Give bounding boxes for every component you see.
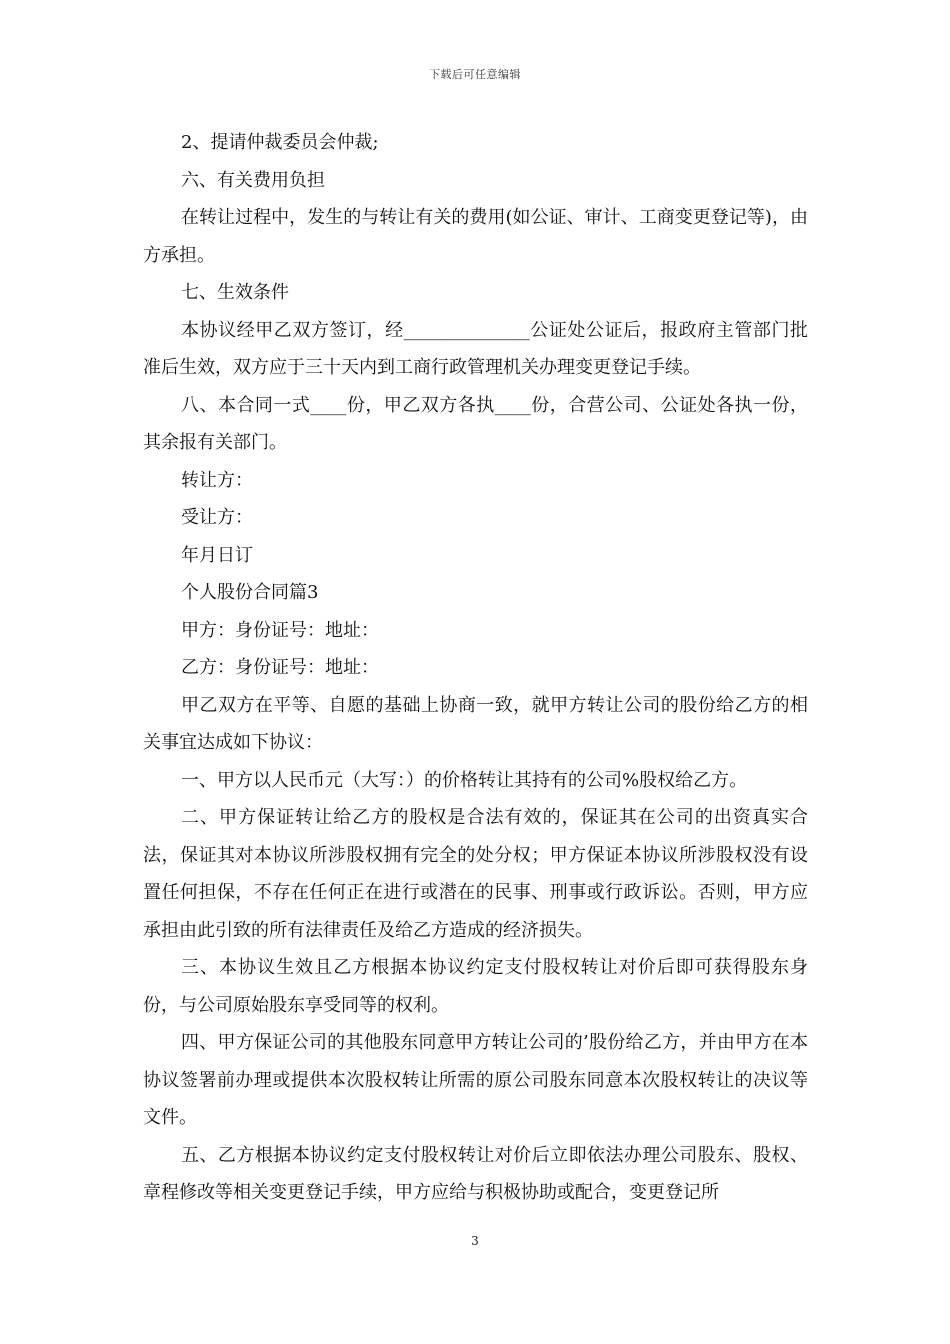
paragraph: 2、提请仲裁委员会仲裁;	[181, 132, 379, 153]
party-b-line: 乙方：身份证号：地址：	[181, 657, 379, 678]
contract-title: 个人股份合同篇3	[181, 582, 319, 603]
page-number: 3	[471, 1234, 479, 1248]
clause: 二、甲方保证转让给乙方的股权是合法有效的，保证其在公司的出资真实合法，保证其对本协议所涉股权拥有完全的处分权；甲方保证本协议所涉股权没有设置任何担保，不存在任何正在进行或潜在的民事、刑事或行政诉讼。否则，甲方应承担由此引致的所有法律责任及给乙方造成的经济损失。	[143, 807, 808, 941]
date-line: 年月日订	[181, 544, 253, 566]
section-heading: 六、有关费用负担	[181, 169, 325, 191]
paragraph: 在转让过程中，发生的与转让有关的费用(如公证、审计、工商变更登记等)，由方承担。	[143, 207, 808, 266]
page-header: 下载后可任意编辑	[429, 68, 521, 81]
paragraph: 八、本合同一式____份，甲乙双方各执____份，合营公司、公证处各执一份，其余报有关部门。	[143, 394, 808, 453]
document-body	[143, 124, 808, 1212]
clause: 四、甲方保证公司的其他股东同意甲方转让公司的’股份给乙方，并由甲方在本协议签署前办理或提供本次股权转让所需的原公司股东同意本次股权转让的决议等文件。	[143, 1032, 808, 1128]
paragraph: 本协议经甲乙双方签订，经______________公证处公证后，报政府主管部门批准后生效，双方应于三十天内到工商行政管理机关办理变更登记手续。	[143, 319, 808, 378]
clause: 五、乙方根据本协议约定支付股权转让对价后立即依法办理公司股东、股权、章程修改等相关变更登记手续，甲方应给与积极协助或配合，变更登记所	[143, 1144, 808, 1203]
clause: 三、本协议生效且乙方根据本协议约定支付股权转让对价后即可获得股东身份，与公司原始股东享受同等的权利。	[143, 957, 808, 1016]
party-a-line: 甲方：身份证号：地址：	[181, 619, 379, 641]
signature-line-transferee: 受让方：	[181, 507, 253, 528]
section-heading: 七、生效条件	[181, 282, 289, 303]
paragraph: 甲乙双方在平等、自愿的基础上协商一致，就甲方转让公司的股份给乙方的相关事宜达成如下协议：	[143, 694, 808, 753]
clause: 一、甲方以人民币元（大写：）的价格转让其持有的公司%股权给乙方。	[181, 769, 748, 791]
signature-line-transferor: 转让方：	[181, 469, 253, 491]
